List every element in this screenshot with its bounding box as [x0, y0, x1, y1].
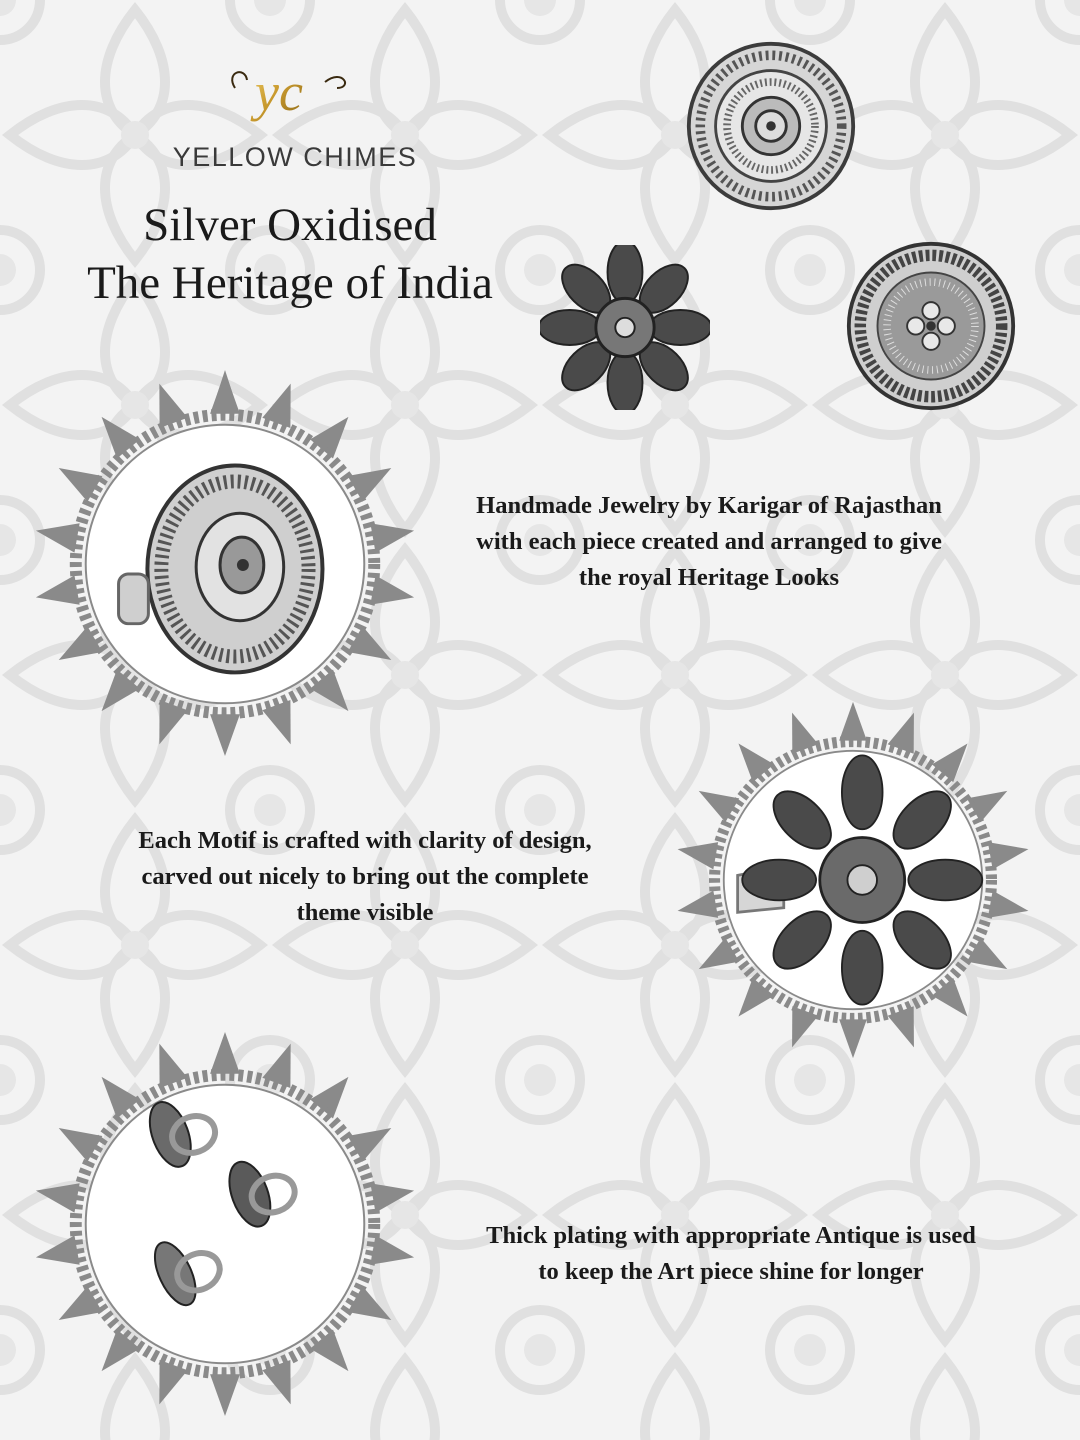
- feature-1-line-3: the royal Heritage Looks: [578, 564, 840, 591]
- feature-3-text: [438, 1218, 1024, 1290]
- round-filigree-ring-top-image: [680, 40, 862, 212]
- feature-3-medallion: [30, 1030, 420, 1418]
- headline-line-1: Silver Oxidised: [143, 199, 437, 251]
- feature-2-line-2: carved out nicely to bring out the complete: [141, 863, 589, 890]
- yc-monogram-icon: [225, 58, 355, 138]
- flower-ring-icon: [540, 245, 710, 410]
- feature-2-line-1: Each Motif is crafted with clarity of design,: [138, 827, 592, 854]
- svg-text:yc: yc: [255, 62, 303, 122]
- feature-1-medallion: [30, 370, 420, 758]
- brand-name: YELLOW CHIMES: [172, 142, 418, 172]
- headline-line-2: The Heritage of India: [87, 257, 493, 309]
- round-dotted-ring-icon: [840, 240, 1022, 412]
- flower-ring-top-image: [540, 245, 710, 410]
- round-dotted-ring-top-image: [840, 240, 1022, 412]
- round-filigree-ring-icon: [680, 40, 862, 212]
- brand-logo: [165, 58, 425, 170]
- feature-2-medallion: [672, 700, 1034, 1060]
- feature-1-line-2: with each piece created and arranged to give: [476, 528, 942, 555]
- feature-3-line-1: Thick plating with appropriate Antique is used: [486, 1222, 976, 1249]
- feature-1-text: [424, 488, 994, 596]
- feature-1-line-1: Handmade Jewelry by Karigar of Rajasthan: [476, 492, 942, 519]
- feature-3-line-2: to keep the Art piece shine for longer: [538, 1258, 924, 1285]
- feature-2-text: [80, 823, 650, 931]
- page-headline: [30, 196, 550, 312]
- feature-2-line-3: theme visible: [296, 899, 434, 926]
